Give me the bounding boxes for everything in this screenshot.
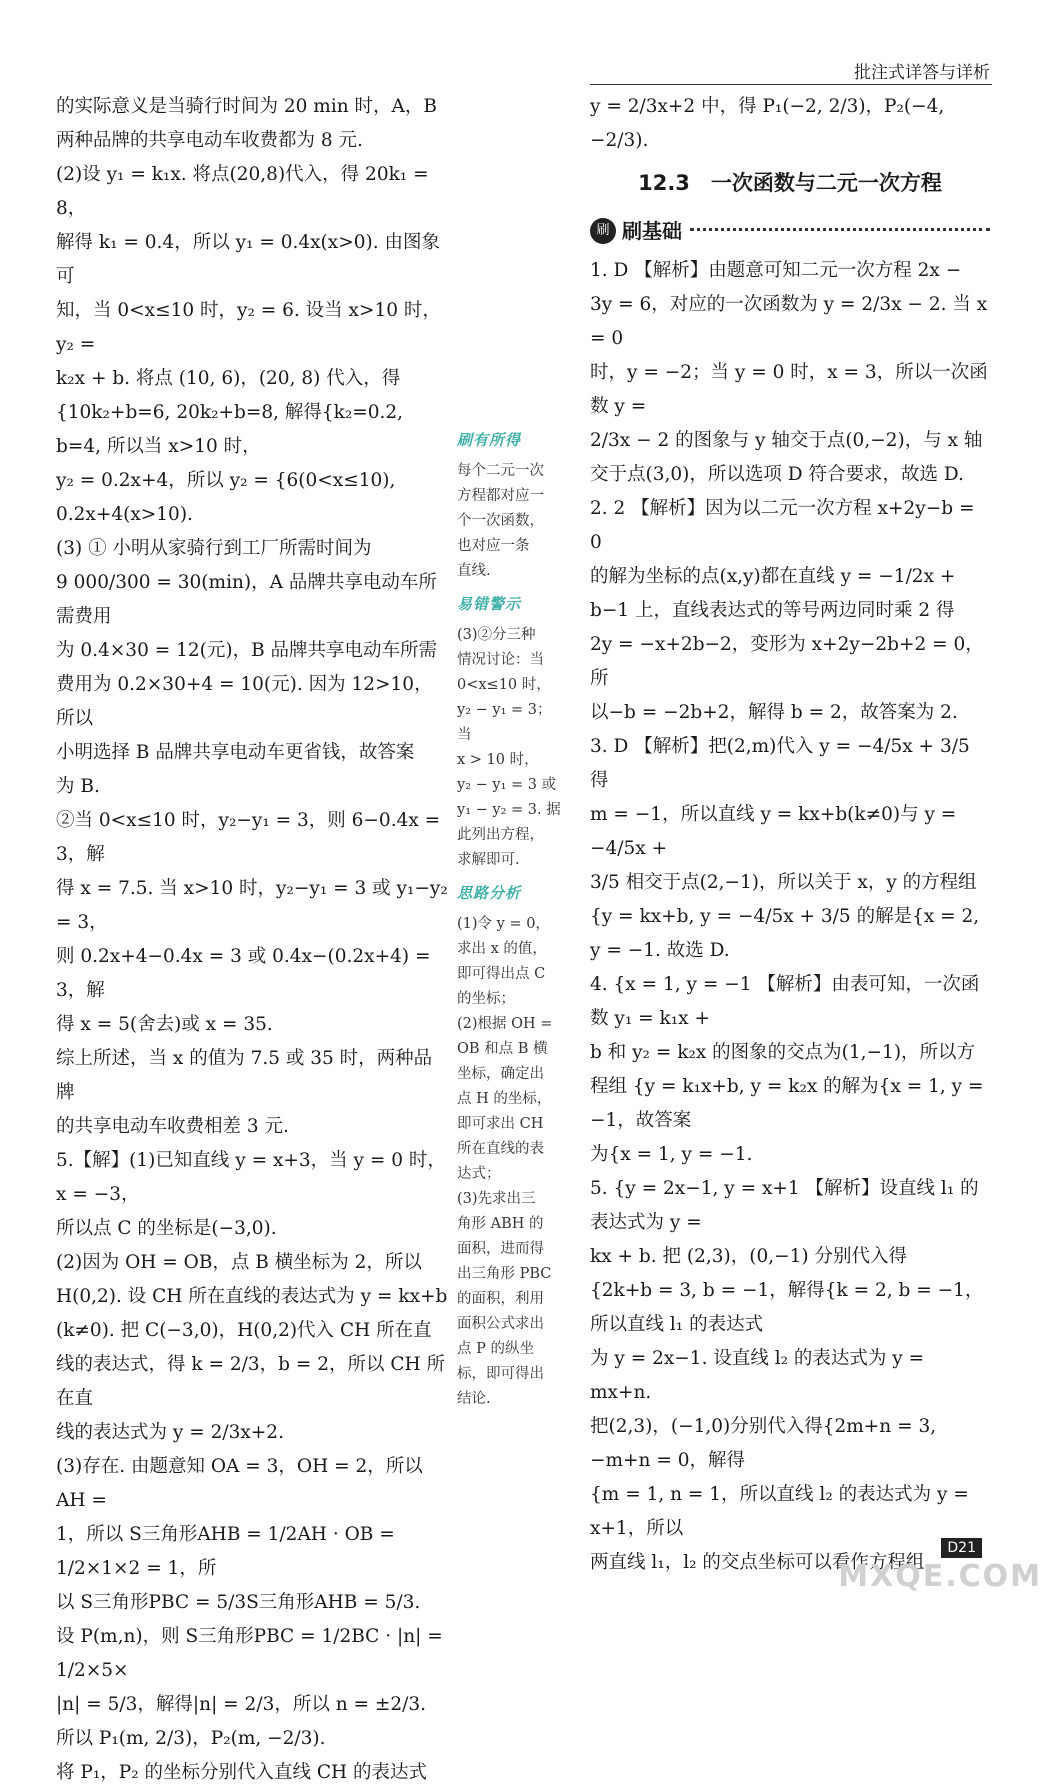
text-line: y₂ = 0.2x+4，所以 y₂ = {6(0<x≤10), 0.2x+4(x>10). [56,470,402,525]
side-notes [457,420,561,1412]
text-line: 所以点 C 的坐标是(−3,0). [56,1218,277,1239]
text-line: 所在直线的表 [457,1141,544,1157]
text-line: {m = 1, n = 1，所以直线 l₂ 的表达式为 y = x+1，所以 [590,1484,975,1539]
badge-label: 刷基础 [622,219,682,243]
text-line: 线的表达式，得 k = 2/3，b = 2，所以 CH 所在直 [56,1354,446,1409]
text-line: 个一次函数， [457,513,544,529]
text-line: m = −1，所以直线 y = kx+b(k≠0)与 y = −4/5x + [590,804,963,859]
text-line: 的实际意义是当骑行时间为 20 min 时，A，B [56,96,438,117]
text-line: |n| = 5/3，解得|n| = 2/3，所以 n = ±2/3. [56,1694,427,1715]
text-line: 知，当 0<x≤10 时，y₂ = 6. 设当 x>10 时，y₂ = [56,300,441,355]
text-line: k₂x + b. 将点 (10, 6)，(20, 8) 代入，得 [56,368,401,389]
right-lines [590,254,994,1580]
right-top-line: y = 2/3x+2 中，得 P₁(−2, 2/3)，P₂(−4, −2/3). [590,96,951,151]
text-line: 费用为 0.2×30+4 = 10(元). 因为 12>10，所以 [56,674,433,729]
text-line: 为{x = 1, y = −1. [590,1144,753,1165]
text-line: 以 S三角形PBC = 5/3S三角形AHB = 5/3. [56,1592,421,1613]
text-line: 2y = −x+2b−2，变形为 x+2y−2b+2 = 0，所 [590,634,984,689]
side-tag-1: 刷有所得 [457,431,522,449]
text-line: 为 y = 2x−1. 设直线 l₂ 的表达式为 y = mx+n. [590,1348,931,1403]
text-line: (1)令 y = 0， [457,916,550,932]
brush-icon: 刷 [590,218,616,244]
text-line: 此列出方程， [457,827,544,843]
text-line: 方程都对应一 [457,488,544,504]
section-title: 12.3 一次函数与二元一次方程 [638,171,942,195]
text-line: y₂ − y₁ = 3；当 [457,702,552,743]
text-line: 得 x = 5(舍去)或 x = 35. [56,1014,273,1035]
text-line: 0<x≤10 时， [457,677,551,693]
text-line: 线的表达式为 y = 2/3x+2. [56,1422,284,1443]
text-line: 为 0.4×30 = 12(元)，B 品牌共享电动车所需 [56,640,438,661]
text-line: {y = kx+b, y = −4/5x + 3/5 的解是{x = 2, y = −1. 故选 D. [590,906,986,961]
text-line: 的面积，利用 [457,1291,544,1307]
text-line: kx + b. 把 (2,3)，(0,−1) 分别代入得 [590,1246,907,1267]
text-line: 把(2,3)，(−1,0)分别代入得{2m+n = 3, −m+n = 0，解得 [590,1416,943,1471]
text-line: 3. D 【解析】把(2,m)代入 y = −4/5x + 3/5 得 [590,736,976,791]
header-rule [590,84,992,85]
side-note-1 [457,459,561,584]
text-line: 结论. [457,1391,491,1407]
left-column [56,90,454,1790]
text-line: 则 0.2x+4−0.4x = 3 或 0.4x−(0.2x+4) = 3，解 [56,946,437,1001]
text-line: (2)根据 OH = [457,1016,553,1032]
text-line: b−1 上，直线表达式的等号两边同时乘 2 得 [590,600,955,621]
text-line: 即可得出点 C [457,966,546,982]
text-line: 出三角形 PBC [457,1266,552,1282]
text-line: 的坐标； [457,991,515,1007]
page-header: 批注式详答与详析 [854,63,990,83]
text-line: 情况讨论：当 [457,652,544,668]
text-line: 面积公式求出 [457,1316,544,1332]
text-line: 面积，进而得 [457,1241,544,1257]
text-line: 程组 {y = k₁x+b, y = k₂x 的解为{x = 1, y = −1，故答案 [590,1076,990,1131]
text-line: 即可求出 CH [457,1116,544,1132]
text-line: 小明选择 B 品牌共享电动车更省钱，故答案 [56,742,415,763]
text-line: 得 x = 7.5. 当 x>10 时，y₂−y₁ = 3 或 y₁−y₂ = 3， [56,878,454,933]
text-line: y₂ − y₁ = 3 或 [457,777,557,793]
side-note-3 [457,912,561,1412]
text-line: 两直线 l₁，l₂ 的交点坐标可以看作方程组 [590,1552,925,1573]
text-line: 所以 P₁(m, 2/3)，P₂(m, −2/3). [56,1728,326,1749]
text-line: 1. D 【解析】由题意可知二元一次方程 2x − [590,260,962,281]
text-line: x > 10 时， [457,752,539,768]
side-tag-3: 思路分析 [457,884,522,902]
text-line: 2/3x − 2 的图象与 y 轴交于点(0,−2)，与 x 轴 [590,430,983,451]
text-line: 求解即可. [457,852,520,868]
text-line: 两种品牌的共享电动车收费都为 8 元. [56,130,363,151]
text-line: b 和 y₂ = k₂x 的图象的交点为(1,−1)，所以方 [590,1042,976,1063]
text-line: (3)②分三种 [457,627,536,643]
dotted-rule [690,228,990,231]
text-line: 9 000/300 = 30(min)，A 品牌共享电动车所需费用 [56,572,437,627]
text-line: (3)存在. 由题意知 OA = 3，OH = 2，所以 AH = [56,1456,429,1511]
page-number: D21 [941,1538,982,1558]
text-line: OB 和点 B 横 [457,1041,548,1057]
text-line: 5.【解】(1)已知直线 y = x+3，当 y = 0 时，x = −3， [56,1150,446,1205]
text-line: {10k₂+b=6, 20k₂+b=8, 解得{k₂=0.2, b=4, 所以当 x>10 时， [56,402,409,457]
text-line: H(0,2). 设 CH 所在直线的表达式为 y = kx+b [56,1286,448,1307]
text-line: (3)先求出三 [457,1191,536,1207]
text-line: 4. {x = 1, y = −1 【解析】由表可知，一次函数 y₁ = k₁x + [590,974,980,1029]
text-line: 时，y = −2；当 y = 0 时，x = 3，所以一次函数 y = [590,362,988,417]
text-line: 的共享电动车收费相差 3 元. [56,1116,289,1137]
watermark: MXQE.COM [838,1559,1042,1594]
text-line: 也对应一条 [457,538,530,554]
text-line: 点 P 的纵坐 [457,1341,534,1357]
badge-row [590,214,990,248]
text-line: 求出 x 的值， [457,941,547,957]
side-tag-2: 易错警示 [457,595,522,613]
text-line: y₁ − y₂ = 3. 据 [457,802,561,818]
text-line: 以−b = −2b+2，解得 b = 2，故答案为 2. [590,702,958,723]
text-line: (2)设 y₁ = k₁x. 将点(20,8)代入，得 20k₁ = 8， [56,164,435,219]
text-line: 5. {y = 2x−1, y = x+1 【解析】设直线 l₁ 的表达式为 y = [590,1178,979,1233]
text-line: 点 H 的坐标， [457,1091,552,1107]
text-line: 直线. [457,563,491,579]
text-line: (k≠0). 把 C(−3,0)，H(0,2)代入 CH 所在直 [56,1320,432,1341]
text-line: 标，即可得出 [457,1366,544,1382]
text-line: 达式； [457,1166,501,1182]
text-line: 2. 2 【解析】因为以二元一次方程 x+2y−b = 0 [590,498,981,553]
text-line: 坐标，确定出 [457,1066,544,1082]
text-line: 每个二元一次 [457,463,544,479]
text-line: 交于点(3,0)，所以选项 D 符合要求，故选 D. [590,464,964,485]
side-note-2 [457,623,561,873]
text-line: {2k+b = 3, b = −1，解得{k = 2, b = −1，所以直线 l₁ 的表达式 [590,1280,984,1335]
right-column [590,90,994,1580]
text-line: (3) ① 小明从家骑行到工厂所需时间为 [56,538,372,559]
text-line: 的解为坐标的点(x,y)都在直线 y = −1/2x + [590,566,956,587]
text-line: 为 B. [56,776,100,797]
text-line: (2)因为 OH = OB，点 B 横坐标为 2，所以 [56,1252,422,1273]
text-line: 角形 ABH 的 [457,1216,544,1232]
text-line: 设 P(m,n)，则 S三角形PBC = 1/2BC · |n| = 1/2×5× [56,1626,449,1681]
text-line: 3y = 6，对应的一次函数为 y = 2/3x − 2. 当 x = 0 [590,294,994,349]
text-line: 3/5 相交于点(2,−1)，所以关于 x，y 的方程组 [590,872,977,893]
text-line: 综上所述，当 x 的值为 7.5 或 35 时，两种品牌 [56,1048,433,1103]
text-line: 将 P₁，P₂ 的坐标分别代入直线 CH 的表达式 [56,1762,428,1783]
text-line: 解得 k₁ = 0.4，所以 y₁ = 0.4x(x>0). 由图象可 [56,232,440,287]
text-line: 1，所以 S三角形AHB = 1/2AH · OB = 1/2×1×2 = 1，所 [56,1524,401,1579]
text-line: ②当 0<x≤10 时，y₂−y₁ = 3，则 6−0.4x = 3，解 [56,810,447,865]
